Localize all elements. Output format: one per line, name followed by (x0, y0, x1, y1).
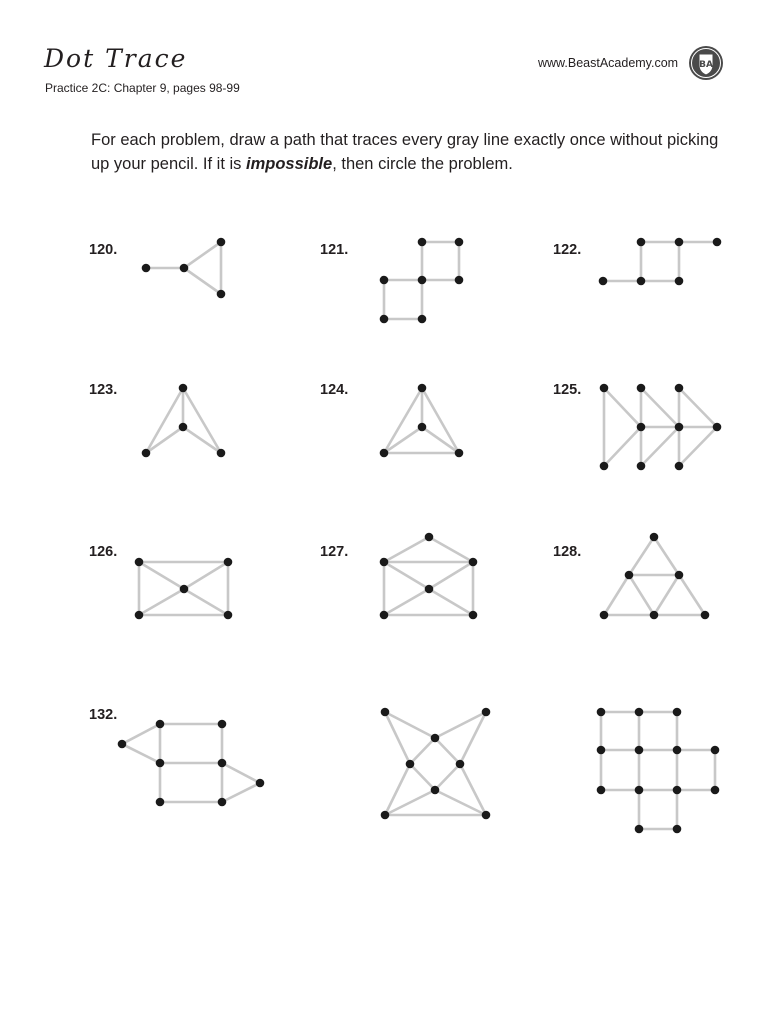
gray-line[interactable] (641, 388, 679, 427)
figure-bonus-1[interactable] (381, 708, 491, 820)
dot[interactable] (713, 238, 722, 247)
problem-number: 132. (89, 707, 118, 723)
figure-127[interactable] (380, 533, 478, 620)
gray-line[interactable] (222, 783, 260, 802)
dot[interactable] (380, 315, 389, 324)
dot[interactable] (156, 759, 165, 768)
gray-line[interactable] (183, 388, 221, 453)
dot[interactable] (650, 533, 659, 542)
dot[interactable] (218, 720, 227, 729)
dot[interactable] (455, 449, 464, 458)
website-link[interactable]: www.BeastAcademy.com (538, 56, 679, 70)
dot[interactable] (118, 740, 127, 749)
dot[interactable] (635, 708, 644, 717)
dot[interactable] (418, 238, 427, 247)
dot[interactable] (156, 720, 165, 729)
dot[interactable] (673, 825, 682, 834)
dot[interactable] (711, 746, 720, 755)
gray-line[interactable] (604, 575, 629, 615)
dot[interactable] (675, 238, 684, 247)
dot[interactable] (599, 277, 608, 286)
gray-line[interactable] (184, 268, 221, 294)
dot[interactable] (600, 384, 609, 393)
dot[interactable] (675, 423, 684, 432)
figure-125[interactable] (600, 384, 722, 471)
dot[interactable] (637, 462, 646, 471)
dot[interactable] (217, 290, 226, 299)
dot[interactable] (180, 585, 189, 594)
dot[interactable] (455, 276, 464, 285)
figure-126[interactable] (135, 558, 233, 620)
dot[interactable] (179, 423, 188, 432)
problem-number: 123. (89, 382, 118, 398)
gray-line[interactable] (184, 562, 228, 589)
dot[interactable] (600, 462, 609, 471)
gray-line[interactable] (146, 388, 183, 453)
gray-line[interactable] (139, 562, 184, 589)
instructions-text: For each problem, draw a path that traces every gray line exactly once without picking up your pencil. If it is (91, 131, 719, 173)
gray-line[interactable] (429, 562, 473, 589)
gray-line[interactable] (604, 388, 641, 427)
dot[interactable] (637, 238, 646, 247)
practice-subtitle: Practice 2C: Chapter 9, pages 98-99 (45, 81, 240, 95)
dot[interactable] (675, 571, 684, 580)
dot[interactable] (635, 746, 644, 755)
gray-line[interactable] (384, 427, 422, 453)
gray-line[interactable] (222, 763, 260, 783)
dot[interactable] (635, 825, 644, 834)
gray-line[interactable] (604, 427, 641, 466)
dot[interactable] (217, 449, 226, 458)
problem-number: 121. (320, 242, 349, 258)
problem-number: 124. (320, 382, 349, 398)
dot[interactable] (180, 264, 189, 273)
gray-line[interactable] (629, 575, 654, 615)
figure-121[interactable] (380, 238, 464, 324)
figure-132[interactable] (118, 720, 265, 807)
gray-line[interactable] (435, 738, 460, 764)
figure-122[interactable] (599, 238, 722, 286)
dot[interactable] (600, 611, 609, 620)
dot[interactable] (673, 708, 682, 717)
gray-line[interactable] (435, 764, 460, 790)
dot[interactable] (675, 277, 684, 286)
dot[interactable] (597, 708, 606, 717)
gray-line[interactable] (184, 242, 221, 268)
dot[interactable] (425, 533, 434, 542)
logo-text: BA (699, 60, 713, 70)
figure-123[interactable] (142, 384, 226, 458)
problem-number: 122. (553, 242, 582, 258)
figure-120[interactable] (142, 238, 226, 299)
dot[interactable] (217, 238, 226, 247)
gray-line[interactable] (429, 537, 473, 562)
gray-line[interactable] (422, 388, 459, 453)
dot[interactable] (637, 384, 646, 393)
dot[interactable] (711, 786, 720, 795)
problem-number: 127. (320, 544, 349, 560)
gray-line[interactable] (641, 427, 679, 466)
dot[interactable] (218, 759, 227, 768)
worksheet-title: Dot Trace (44, 44, 188, 73)
gray-line[interactable] (384, 388, 422, 453)
dot[interactable] (675, 384, 684, 393)
problem-number: 120. (89, 242, 118, 258)
figure-bonus-2[interactable] (597, 708, 720, 834)
gray-line[interactable] (146, 427, 183, 453)
dot[interactable] (406, 760, 415, 769)
dot[interactable] (380, 558, 389, 567)
gray-line[interactable] (679, 427, 717, 466)
dot[interactable] (635, 786, 644, 795)
dot[interactable] (135, 558, 144, 567)
dot[interactable] (713, 423, 722, 432)
dot[interactable] (380, 449, 389, 458)
dot[interactable] (418, 276, 427, 285)
instructions-emphasis: impossible (246, 155, 333, 173)
gray-line[interactable] (422, 427, 459, 453)
problem-number: 128. (553, 544, 582, 560)
dot[interactable] (381, 708, 390, 717)
gray-line[interactable] (122, 724, 160, 744)
dot[interactable] (673, 746, 682, 755)
gray-line[interactable] (410, 738, 435, 764)
gray-line[interactable] (654, 537, 679, 575)
dot[interactable] (142, 264, 151, 273)
dot[interactable] (637, 423, 646, 432)
dot[interactable] (482, 708, 491, 717)
figure-124[interactable] (380, 384, 464, 458)
dot[interactable] (637, 277, 646, 286)
dot[interactable] (431, 734, 440, 743)
gray-line[interactable] (410, 764, 435, 790)
dot[interactable] (469, 611, 478, 620)
gray-line[interactable] (384, 589, 429, 615)
gray-line[interactable] (679, 388, 717, 427)
dot[interactable] (381, 811, 390, 820)
gray-line[interactable] (384, 537, 429, 562)
dot[interactable] (456, 760, 465, 769)
gray-line[interactable] (122, 744, 160, 763)
dot[interactable] (135, 611, 144, 620)
dot[interactable] (380, 611, 389, 620)
dot[interactable] (218, 798, 227, 807)
problem-number: 125. (553, 382, 582, 398)
gray-line[interactable] (184, 589, 228, 615)
dot[interactable] (179, 384, 188, 393)
dot[interactable] (156, 798, 165, 807)
problem-number: 126. (89, 544, 118, 560)
instructions-text-end: , then circle the problem. (332, 155, 513, 173)
gray-line[interactable] (654, 575, 679, 615)
gray-line[interactable] (384, 562, 429, 589)
dot[interactable] (597, 746, 606, 755)
dot[interactable] (256, 779, 265, 788)
dot[interactable] (482, 811, 491, 820)
dot[interactable] (455, 238, 464, 247)
dot[interactable] (142, 449, 151, 458)
dot[interactable] (418, 315, 427, 324)
dot[interactable] (625, 571, 634, 580)
dot[interactable] (224, 558, 233, 567)
gray-line[interactable] (679, 575, 705, 615)
dot[interactable] (673, 786, 682, 795)
dot[interactable] (469, 558, 478, 567)
dot[interactable] (418, 423, 427, 432)
dot[interactable] (650, 611, 659, 620)
dot[interactable] (701, 611, 710, 620)
dot[interactable] (380, 276, 389, 285)
dot[interactable] (418, 384, 427, 393)
gray-line[interactable] (429, 589, 473, 615)
dot[interactable] (224, 611, 233, 620)
gray-line[interactable] (183, 427, 221, 453)
dot[interactable] (597, 786, 606, 795)
dot[interactable] (431, 786, 440, 795)
gray-line[interactable] (629, 537, 654, 575)
dot[interactable] (425, 585, 434, 594)
figure-128[interactable] (600, 533, 710, 620)
dot[interactable] (675, 462, 684, 471)
gray-line[interactable] (139, 589, 184, 615)
